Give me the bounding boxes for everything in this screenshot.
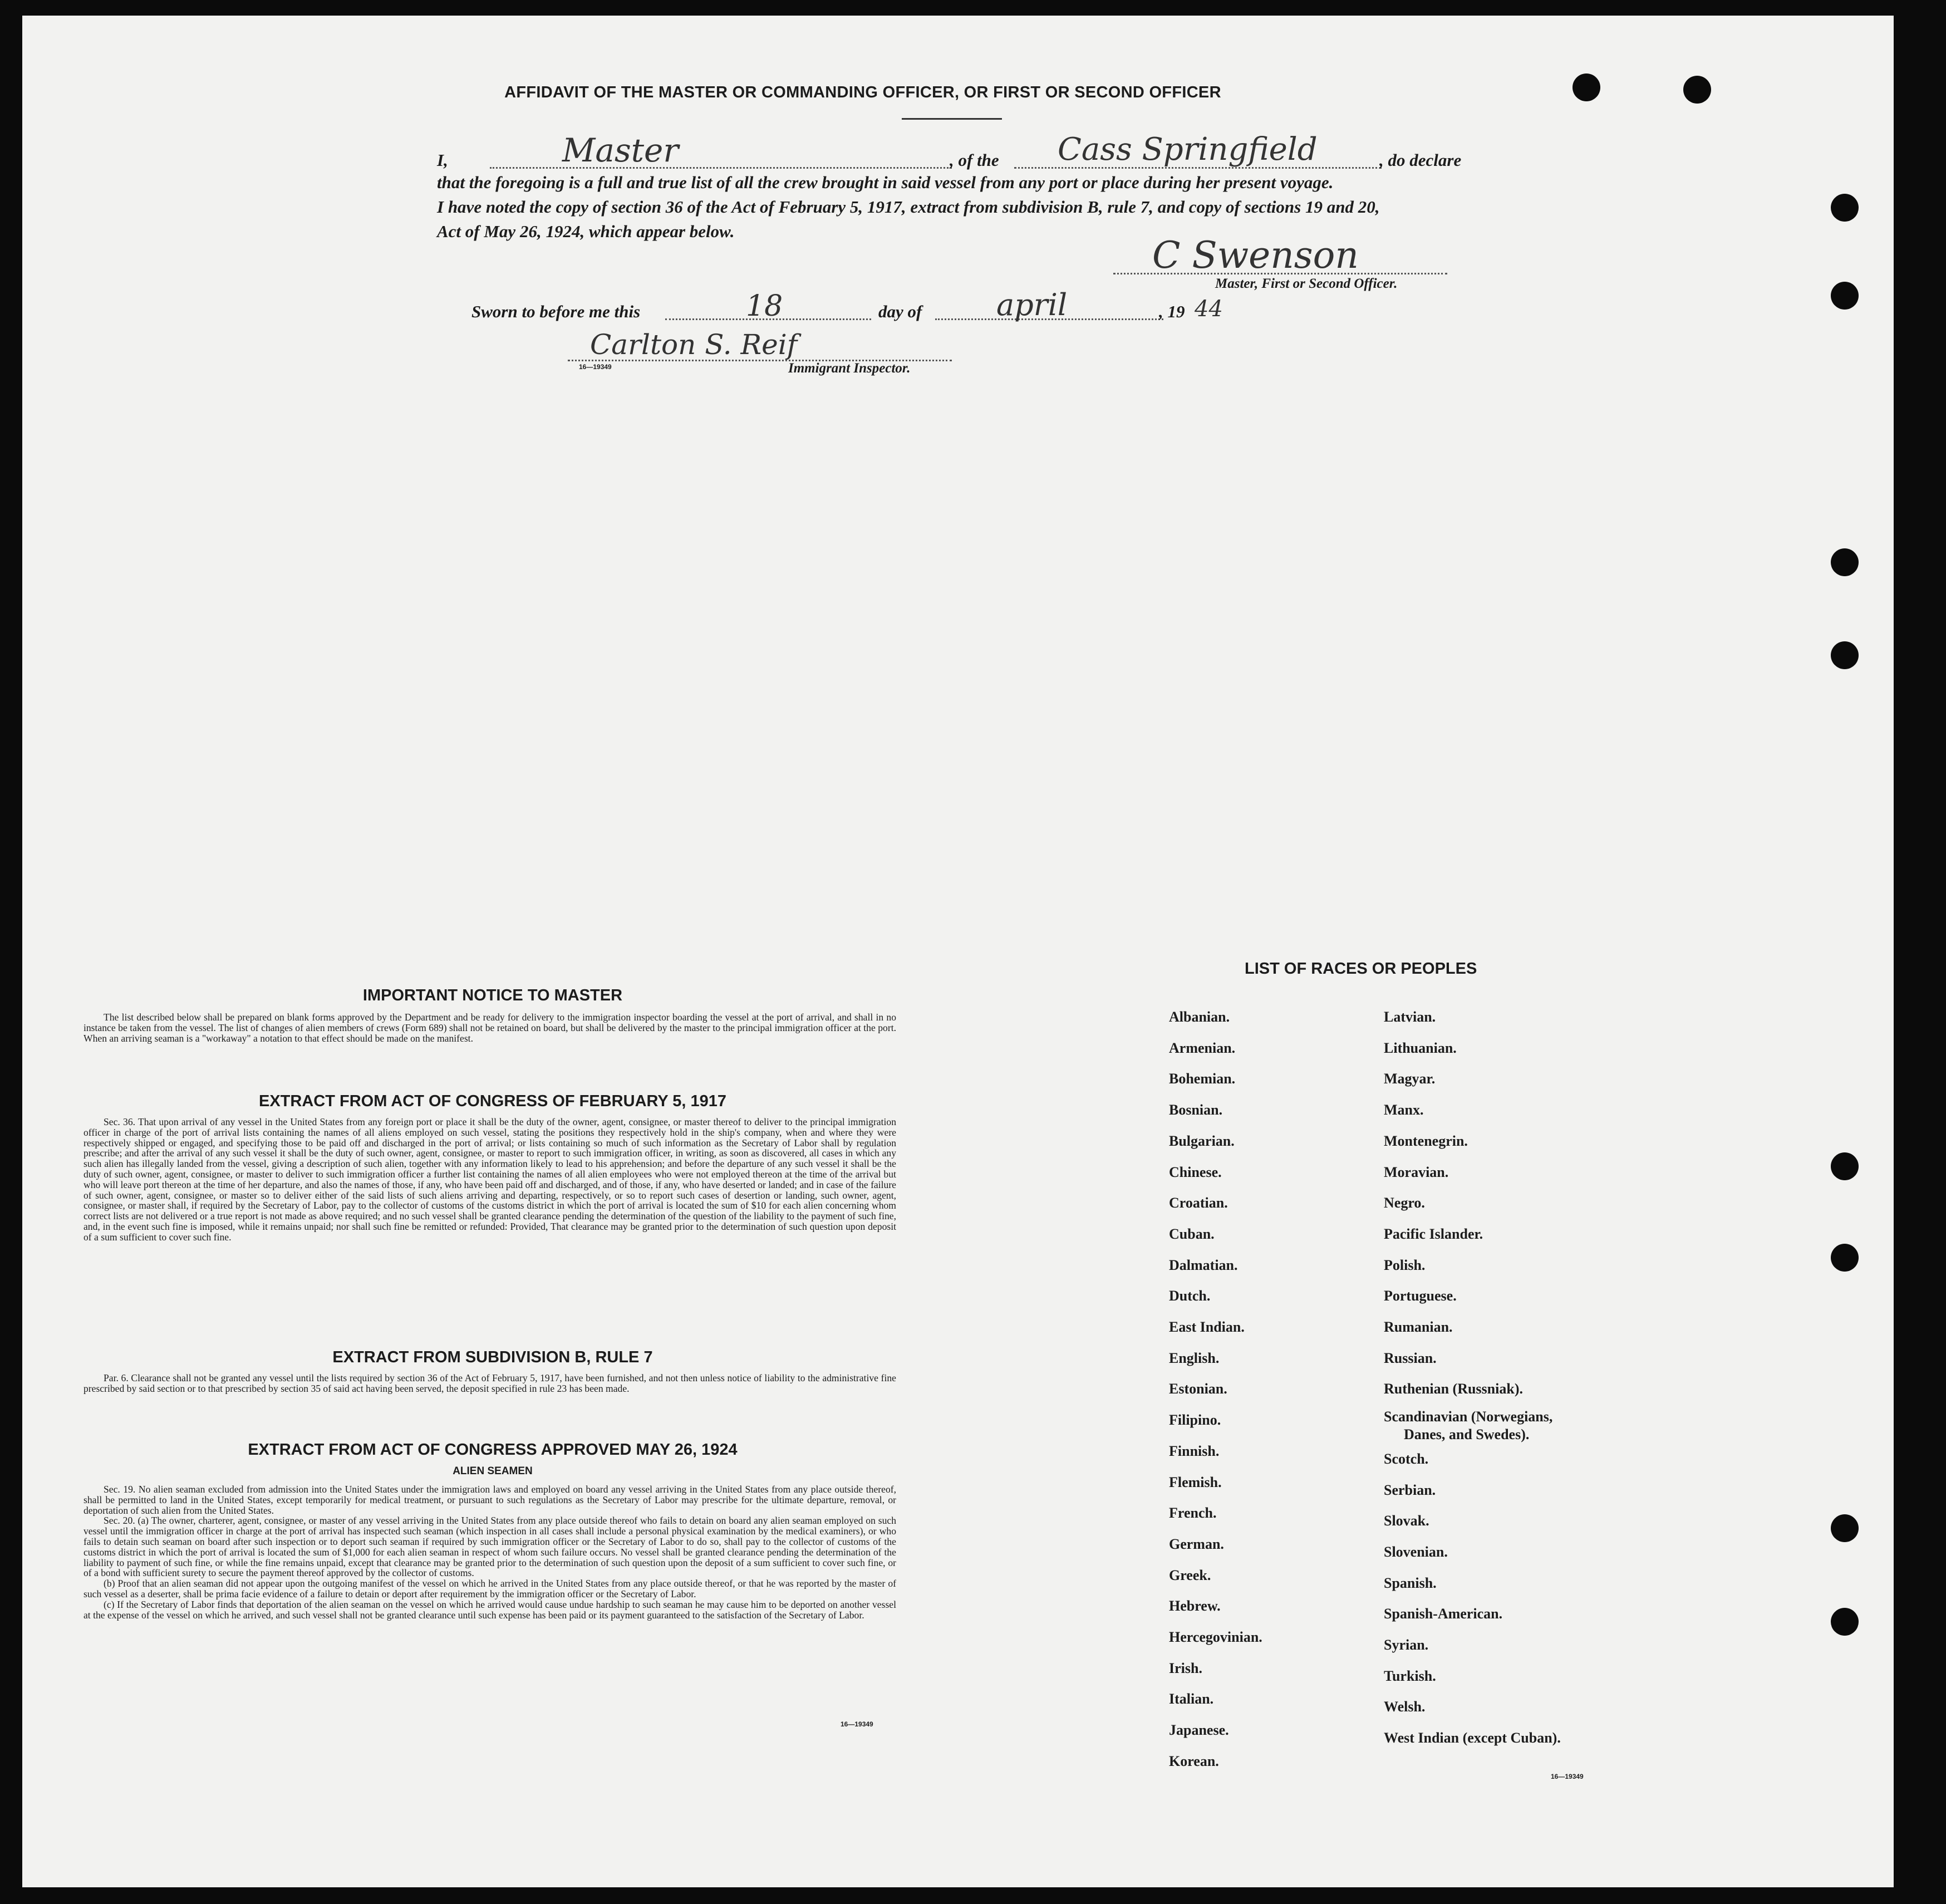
do-declare-label: , do declare <box>1379 150 1462 170</box>
race-item: Scandinavian (Norwegians, <box>1384 1409 1553 1425</box>
race-item: Polish. <box>1384 1257 1426 1273</box>
alien-seamen-subtitle: ALIEN SEAMEN <box>453 1465 533 1477</box>
punch-hole <box>1831 1244 1859 1272</box>
race-item: East Indian. <box>1169 1319 1245 1335</box>
race-item: Chinese. <box>1169 1164 1222 1180</box>
race-item: Cuban. <box>1169 1225 1215 1242</box>
race-item: Estonian. <box>1169 1381 1227 1397</box>
extract-1917-body <box>83 1117 896 1243</box>
race-item: Bulgarian. <box>1169 1132 1235 1149</box>
race-item: Irish. <box>1169 1660 1202 1676</box>
race-item: Montenegrin. <box>1384 1132 1468 1149</box>
race-item: Japanese. <box>1169 1722 1229 1739</box>
race-item: Italian. <box>1169 1691 1214 1707</box>
page-title: AFFIDAVIT OF THE MASTER OR COMMANDING OFFICER, OR FIRST OR SECOND OFFICER <box>504 84 1221 101</box>
race-item: Lithuanian. <box>1384 1039 1457 1056</box>
race-item: Flemish. <box>1169 1474 1222 1490</box>
affidavit-line-4: Act of May 26, 1924, which appear below. <box>437 222 735 241</box>
race-item: Moravian. <box>1384 1164 1449 1180</box>
race-item: Turkish. <box>1384 1667 1436 1684</box>
race-item: West Indian (except Cuban). <box>1384 1730 1561 1746</box>
day-of-label: day of <box>878 302 922 321</box>
race-item: Hebrew. <box>1169 1598 1221 1615</box>
master-signature: C Swenson <box>1152 234 1359 277</box>
race-item: Slovenian. <box>1384 1543 1448 1560</box>
race-item: Slovak. <box>1384 1513 1429 1529</box>
sworn-year: 44 <box>1195 296 1223 322</box>
race-item: Bosnian. <box>1169 1102 1223 1118</box>
extract-1924-body <box>83 1484 896 1620</box>
par-6-paragraph: Par. 6. Clearance shall not be granted any vessel until the lists required by section 36 of the Act of February 5, 1917, have been furnished, and not then unless notice of liability to the administrative fine prescribed by said section or to that prescribed by section 35 of said act having been served, the deposit specified in rule 23 has been made. <box>83 1372 896 1394</box>
race-item: Albanian. <box>1169 1009 1230 1025</box>
vessel-handwriting: Cass Springfield <box>1058 131 1318 168</box>
race-item: Finnish. <box>1169 1442 1220 1459</box>
race-item: Russian. <box>1384 1350 1437 1366</box>
race-item: Magyar. <box>1384 1071 1436 1087</box>
race-item: Dalmatian. <box>1169 1257 1238 1273</box>
rule-7-body <box>83 1373 896 1394</box>
race-item: Danes, and Swedes). <box>1404 1426 1530 1443</box>
rule-7-title: EXTRACT FROM SUBDIVISION B, RULE 7 <box>332 1348 653 1366</box>
race-item: Scotch. <box>1384 1450 1429 1467</box>
sec-20a-paragraph: Sec. 20. (a) The owner, charterer, agent, consignee, or master of any vessel arriving in the United States from any place outside thereof who fails to detain on board any alien seaman employed on such vessel until the immigration officer in charge at the port of arrival has inspected such seaman (which inspection in all cases shall include a personal physical examination by the medical examiners), or who fails to detain such seaman on board after such inspection or to deport such seaman if required by such immigration officer or the Secretary of Labor to do so, shall pay to the collector of customs of the customs district in which the port of arrival is located the sum of $1,000 for each alien seaman in respect of whom such failure occurs. No vessel shall be granted clearance pending the determination of the liability to payment of such fine, or while the fine remains unpaid, except that clearance may be granted prior to the determination of such question upon the deposit of a sum sufficient to cover such fine, or of a bond with sufficient surety to secure the payment thereof approved by the collector of customs. <box>83 1515 896 1579</box>
race-item: Armenian. <box>1169 1039 1236 1056</box>
punch-hole <box>1831 548 1859 576</box>
signature-caption: Master, First or Second Officer. <box>1215 276 1398 291</box>
race-item: Negro. <box>1384 1195 1425 1211</box>
race-item: German. <box>1169 1535 1224 1552</box>
sworn-label: Sworn to before me this <box>471 302 641 321</box>
sec-20b-paragraph: (b) Proof that an alien seaman did not appear upon the outgoing manifest of the vessel on which he arrived in the United States from any place outside thereof, or that he was reported by the master of such vessel as a deserter, shall be prima facie evidence of a failure to detain or deport after requirement by the immigration officer or the Secretary of Labor. <box>83 1578 896 1599</box>
races-form-number: 16—19349 <box>1551 1773 1584 1780</box>
affidavit-i-label: I, <box>437 150 448 170</box>
race-item: Croatian. <box>1169 1195 1228 1211</box>
race-item: Latvian. <box>1384 1009 1436 1025</box>
sec-19-paragraph: Sec. 19. No alien seaman excluded from admission into the United States under the immigration laws and employed on board any vessel arriving in the United States from any place outside thereof, shall be permitted to land in the United States, except temporarily for medical treatment, or pursuant to such regulations as the Secretary of Labor may prescribe for the ultimate departure, removal, or deportation of such alien from the United States. <box>83 1484 896 1516</box>
inspector-form-number: 16—19349 <box>579 363 612 371</box>
affidavit-line-2: that the foregoing is a full and true list of all the crew brought in said vessel from any port or place during her present voyage. <box>437 173 1334 192</box>
race-item: Dutch. <box>1169 1288 1211 1304</box>
race-item: Filipino. <box>1169 1412 1221 1429</box>
race-item: Syrian. <box>1384 1637 1429 1653</box>
race-item: Korean. <box>1169 1753 1219 1769</box>
races-title: LIST OF RACES OR PEOPLES <box>1245 960 1477 978</box>
affidavit-line-3: I have noted the copy of section 36 of the Act of February 5, 1917, extract from subdivision B, rule 7, and copy of sections 19 and 20, <box>437 197 1380 217</box>
inspector-signature: Carlton S. Reif <box>590 328 798 361</box>
race-item: Ruthenian (Russniak). <box>1384 1381 1523 1397</box>
race-item: Manx. <box>1384 1102 1424 1118</box>
notice-paragraph: The list described below shall be prepared on blank forms approved by the Department and be ready for delivery to the immigration inspector boarding the vessel at the port of arrival, and shall in no instance be taken from the vessel. The list of changes of alien members of crews (Form 689) shall not be retained on board, but shall be delivered by the master to the principal immigration officer at the port. When an arriving seaman is a "workaway" a notation to that effect should be made on the manifest. <box>83 1012 896 1044</box>
notice-title: IMPORTANT NOTICE TO MASTER <box>362 987 623 1004</box>
extract-1917-title: EXTRACT FROM ACT OF CONGRESS OF FEBRUARY 5, 1917 <box>258 1092 727 1110</box>
punch-hole <box>1831 282 1859 310</box>
master-handwriting: Master <box>562 131 679 169</box>
sworn-day: 18 <box>746 289 783 323</box>
extract-form-number: 16—19349 <box>841 1720 873 1728</box>
inspector-caption: Immigrant Inspector. <box>788 361 911 376</box>
race-item: Rumanian. <box>1384 1319 1453 1335</box>
signature-line <box>1113 273 1447 274</box>
punch-hole <box>1831 1514 1859 1542</box>
race-item: English. <box>1169 1350 1220 1366</box>
race-item: Welsh. <box>1384 1699 1426 1715</box>
race-item: Spanish. <box>1384 1574 1437 1591</box>
of-the-label: , of the <box>950 150 999 170</box>
race-item: French. <box>1169 1505 1217 1522</box>
race-item: Pacific Islander. <box>1384 1225 1483 1242</box>
race-item: Portuguese. <box>1384 1288 1457 1304</box>
punch-hole <box>1831 1608 1859 1636</box>
sec-36-paragraph: Sec. 36. That upon arrival of any vessel in the United States from any foreign port or place it shall be the duty of the owner, agent, consignee, or master thereof to deliver to the principal immigration officer in charge of the port of arrival lists containing the names of all aliens employed on such vessel, stating the positions they respectively hold in the ship's company, when and where they were respectively shipped or engaged, and specifying those to be paid off and discharged in the port of arrival; or lists containing so much of such information as the Secretary of Labor shall by regulation prescribe; and after the arrival of any such vessel it shall be the duty of such owner, agent, consignee, or master to report to such immigration officer, in writing, as soon as discovered, all cases in which any such alien has illegally landed from the vessel, giving a description of such alien, together with any information likely to lead to his apprehension; and before the departure of any such vessel it shall be the duty of such owner, agent, consignee, or master to deliver to such immigration officer a further list containing the names of all alien employees who were not employed thereon at the time of the arrival but who will leave port thereon at the time of her departure, and also the names of those, if any, who have been paid off and discharged, and of those, if any, who have deserted or landed; and in case of the failure of such owner, agent, consignee, or master so to deliver either of the said lists of such aliens arriving and departing, respectively, or so to report such cases of desertion or landing, such owner, agent, consignee, or master shall, if required by the Secretary of Labor, pay to the collector of customs of the customs district in which the port of arrival is located the sum of $10 for each alien concerning whom correct lists are not delivered or a true report is not made as above required; and no such vessel shall be granted clearance pending the determination of the question of the liability to the payment of such fine, and, in the event such fine is imposed, while it remains unpaid; nor shall such fine be remitted or refunded: Provided, That clearance may be granted prior to the determination of such question upon deposit of a sum sufficient to cover such fine. <box>83 1116 896 1243</box>
race-item: Spanish-American. <box>1384 1606 1503 1622</box>
race-item: Greek. <box>1169 1567 1211 1583</box>
sec-20c-paragraph: (c) If the Secretary of Labor finds that deportation of the alien seaman on the vessel on which he arrived would cause undue hardship to such seaman he may cause him to be deported on another vessel at the expense of the vessel on which he arrived, and such vessel shall not be granted clearance until such expense has been paid or its payment guaranteed to the satisfaction of the Secretary of Labor. <box>83 1598 896 1621</box>
notice-body <box>83 1012 896 1043</box>
punch-hole <box>1831 641 1859 669</box>
sworn-month: april <box>996 287 1068 322</box>
punch-hole <box>1831 194 1859 222</box>
title-rule <box>902 118 1002 120</box>
year-prefix: , 19 <box>1159 302 1185 321</box>
name-field-line <box>490 167 952 169</box>
race-item: Bohemian. <box>1169 1071 1236 1087</box>
race-item: Serbian. <box>1384 1481 1436 1498</box>
race-item: Hercegovinian. <box>1169 1629 1262 1645</box>
extract-1924-title: EXTRACT FROM ACT OF CONGRESS APPROVED MAY 26, 1924 <box>248 1441 738 1459</box>
punch-hole <box>1831 1152 1859 1180</box>
